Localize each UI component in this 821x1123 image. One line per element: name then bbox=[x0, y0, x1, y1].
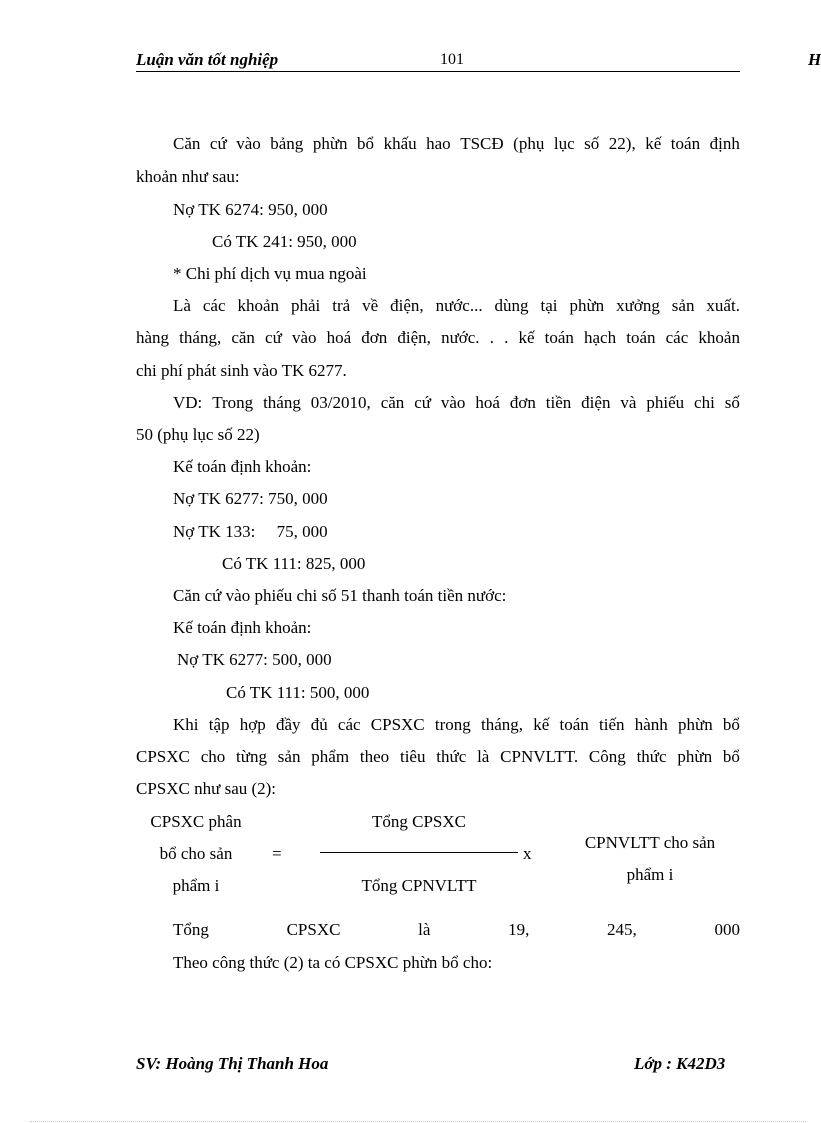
word: và bbox=[620, 393, 637, 412]
word: 03/2010, bbox=[310, 393, 371, 412]
word: là bbox=[477, 747, 490, 766]
footer-student: SV: Hoàng Thị Thanh Hoa bbox=[136, 1054, 329, 1073]
word: CPSXC bbox=[370, 715, 425, 734]
formula-lhs-line-3: phẩm i bbox=[172, 876, 220, 895]
total-cpsxc-line bbox=[173, 919, 740, 941]
word: bổ bbox=[722, 715, 740, 734]
word: . bbox=[504, 328, 509, 347]
word: số bbox=[724, 393, 740, 412]
word: định bbox=[709, 134, 740, 153]
formula-rhs-line-1: CPNVLTT cho sản bbox=[584, 833, 716, 852]
header-title: Luận văn tốt nghiệp bbox=[136, 50, 279, 69]
word: là bbox=[418, 920, 431, 939]
paragraph-4: Căn cứ vào phiếu chi số 51 thanh toán tiền nước: bbox=[173, 586, 507, 605]
word: hàng bbox=[136, 328, 170, 347]
word: phiếu bbox=[646, 393, 685, 412]
word: nước... bbox=[435, 296, 483, 315]
word: theo bbox=[359, 747, 390, 766]
word: căn bbox=[380, 393, 405, 412]
word: CPSXC bbox=[286, 920, 341, 939]
word: căn bbox=[231, 328, 255, 347]
word: khấu bbox=[383, 134, 417, 153]
paragraph-2-line-3: chi phí phát sinh vào TK 6277. bbox=[136, 361, 347, 380]
word: toán bbox=[626, 328, 656, 347]
entry-1-debit: Nợ TK 6274: 950, 000 bbox=[173, 200, 328, 219]
word: CPSXC bbox=[136, 747, 190, 766]
word: bổ bbox=[357, 134, 375, 153]
word: tiêu bbox=[399, 747, 426, 766]
entry-2-credit: Có TK 111: 825, 000 bbox=[222, 554, 366, 573]
word: vào bbox=[236, 134, 261, 153]
word: hạch bbox=[584, 328, 617, 347]
word: hao bbox=[426, 134, 451, 153]
word: phừn bbox=[677, 747, 713, 766]
word: tháng bbox=[263, 393, 301, 412]
word: vào bbox=[291, 328, 317, 347]
page-bottom-rule bbox=[30, 1121, 806, 1122]
word: đầy bbox=[275, 715, 301, 734]
paragraph-2-line-1 bbox=[173, 295, 740, 317]
word: toán bbox=[670, 134, 701, 153]
word: 22), bbox=[608, 134, 636, 153]
formula-lhs-line-1: CPSXC phân bbox=[150, 812, 242, 831]
word: tháng, bbox=[179, 328, 222, 347]
word: toán bbox=[544, 328, 574, 347]
word: tiền bbox=[545, 393, 572, 412]
word: hợp bbox=[239, 715, 266, 734]
word: CPNVLTT. bbox=[500, 747, 579, 766]
footer-class: Lớp : K42D3 bbox=[634, 1054, 726, 1073]
word: chi bbox=[694, 393, 715, 412]
word: hoá bbox=[326, 328, 352, 347]
word: điện bbox=[581, 393, 611, 412]
word: (phụ bbox=[513, 134, 545, 153]
word: xuất. bbox=[706, 296, 740, 315]
word: trong bbox=[434, 715, 471, 734]
word: khoản bbox=[237, 296, 280, 315]
word: phừn bbox=[569, 296, 605, 315]
formula-rhs-line-2: phẩm i bbox=[626, 865, 674, 884]
word: trả bbox=[332, 296, 351, 315]
word: Tổng bbox=[173, 920, 209, 939]
paragraph-5-line-2 bbox=[136, 746, 740, 768]
word: toán bbox=[559, 715, 589, 734]
entry-3-credit: Có TK 111: 500, 000 bbox=[226, 683, 370, 702]
word: kế bbox=[518, 328, 535, 347]
word: 000 bbox=[714, 920, 740, 939]
paragraph-5-line-1 bbox=[173, 714, 740, 736]
entry-1-credit: Có TK 241: 950, 000 bbox=[212, 232, 357, 251]
formula-equals: = bbox=[272, 844, 282, 863]
word: cứ bbox=[265, 328, 282, 347]
word: lục bbox=[553, 134, 575, 153]
word: bổ bbox=[722, 747, 740, 766]
word: về bbox=[362, 296, 379, 315]
page-number: 101 bbox=[440, 51, 464, 68]
paragraph-1-line-2: khoản như sau: bbox=[136, 167, 240, 186]
word: . bbox=[489, 328, 494, 347]
word: TSCĐ bbox=[460, 134, 504, 153]
entry-2-debit-a: Nợ TK 6277: 750, 000 bbox=[173, 489, 328, 508]
word: sản bbox=[277, 747, 301, 766]
word: tập bbox=[208, 715, 230, 734]
paragraph-5-line-3: CPSXC như sau (2): bbox=[136, 779, 277, 798]
paragraph-6: Theo công thức (2) ta có CPSXC phừn bổ cho: bbox=[173, 953, 493, 972]
word: Khi bbox=[173, 715, 199, 734]
word: bảng bbox=[270, 134, 304, 153]
entry-3-debit: Nợ TK 6277: 500, 000 bbox=[177, 650, 332, 669]
word: hoá bbox=[475, 393, 500, 412]
word: tháng, bbox=[480, 715, 524, 734]
word: 19, bbox=[508, 920, 530, 939]
word: phừn bbox=[677, 715, 713, 734]
word: Trong bbox=[212, 393, 254, 412]
entry-2-debit-b: Nợ TK 133: 75, 000 bbox=[173, 522, 328, 541]
word: sản bbox=[671, 296, 695, 315]
word: phừn bbox=[312, 134, 348, 153]
word: nước. bbox=[441, 328, 480, 347]
word: phẩm bbox=[311, 747, 350, 766]
word: hành bbox=[634, 715, 668, 734]
word: cứ bbox=[209, 134, 227, 153]
word: điện, bbox=[397, 328, 431, 347]
formula-denominator: Tổng CPNVLTT bbox=[361, 876, 477, 895]
formula-numerator: Tổng CPSXC bbox=[372, 812, 466, 831]
word: đủ bbox=[310, 715, 328, 734]
paragraph-2-line-2 bbox=[136, 327, 740, 349]
word: Căn bbox=[173, 134, 201, 153]
word: các bbox=[665, 328, 689, 347]
word: tại bbox=[540, 296, 558, 315]
word: điện, bbox=[390, 296, 424, 315]
word: kế bbox=[645, 134, 662, 153]
formula-lhs-line-2: bổ cho sản bbox=[159, 844, 233, 863]
word: xưởng bbox=[616, 296, 660, 315]
word: thức bbox=[636, 747, 667, 766]
entry-label-1: Kế toán định khoản: bbox=[173, 457, 312, 476]
word: từng bbox=[236, 747, 267, 766]
word: dùng bbox=[494, 296, 529, 315]
word: vào bbox=[440, 393, 466, 412]
word: kế bbox=[533, 715, 550, 734]
word: đơn bbox=[509, 393, 536, 412]
fraction-bar bbox=[320, 852, 518, 853]
section-heading: * Chi phí dịch vụ mua ngoài bbox=[173, 264, 367, 283]
formula-times: x bbox=[523, 844, 532, 863]
word: VD: bbox=[173, 393, 203, 412]
header-right-mark: H bbox=[808, 50, 821, 69]
word: đơn bbox=[361, 328, 388, 347]
word: khoản bbox=[698, 328, 740, 347]
word: tiến bbox=[599, 715, 625, 734]
word: Là bbox=[173, 296, 191, 315]
entry-label-2: Kế toán định khoản: bbox=[173, 618, 312, 637]
word: cho bbox=[200, 747, 226, 766]
header-rule bbox=[136, 71, 740, 72]
word: thức bbox=[436, 747, 467, 766]
paragraph-1-line-1 bbox=[173, 133, 740, 155]
paragraph-3-line-1 bbox=[173, 392, 740, 414]
word: Công bbox=[588, 747, 626, 766]
word: cứ bbox=[414, 393, 431, 412]
word: các bbox=[337, 715, 361, 734]
word: số bbox=[584, 134, 600, 153]
word: phải bbox=[290, 296, 321, 315]
word: các bbox=[202, 296, 226, 315]
paragraph-3-line-2: 50 (phụ lục số 22) bbox=[136, 425, 260, 444]
word: 245, bbox=[607, 920, 637, 939]
